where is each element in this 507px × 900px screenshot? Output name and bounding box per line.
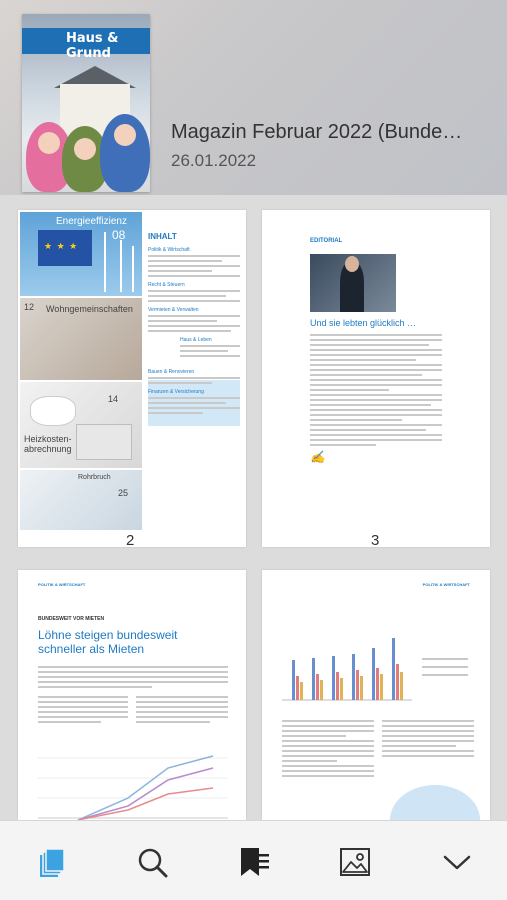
wind-turbine: [120, 240, 122, 292]
article-kicker: BUNDESWEIT VOR MIETEN: [38, 616, 105, 622]
text-lines: [180, 345, 240, 357]
tile-label: Heizkosten- abrechnung: [24, 434, 72, 454]
editorial-headline: Und sie lebten glücklich …: [310, 318, 417, 328]
text-lines: [148, 290, 240, 302]
collapse-button[interactable]: [440, 845, 474, 879]
bar-chart-preview: [282, 630, 472, 710]
calculator: [76, 424, 132, 460]
section-label: POLITIK & WIRTSCHAFT: [38, 582, 86, 587]
toc-tile-image: [20, 212, 142, 296]
tile-label: Rohrbruch: [78, 474, 111, 481]
cover-brand: Haus & Grund: [66, 31, 119, 61]
toc-section: Recht & Steuern: [148, 282, 185, 288]
toc-tile-image: [20, 382, 142, 468]
line-chart-preview: [38, 738, 228, 820]
signature-icon: ✍: [310, 450, 325, 464]
section-label: POLITIK & WIRTSCHAFT: [422, 582, 470, 587]
tile-page: 25: [118, 488, 129, 498]
wind-turbine: [132, 246, 134, 292]
toc-title: INHALT: [148, 232, 177, 241]
search-button[interactable]: [135, 845, 169, 879]
tile-label: Wohngemeinschaften: [46, 304, 133, 314]
wind-turbine: [104, 232, 106, 292]
issue-cover-image[interactable]: [22, 14, 150, 192]
table-of-contents: [148, 232, 240, 417]
bookmark-list-icon: [237, 845, 271, 879]
toc-section: Bauen & Renovieren: [148, 369, 195, 375]
text-lines: [38, 696, 128, 726]
text-lines: [148, 315, 240, 332]
eu-flag: [38, 230, 92, 266]
pages-icon: [36, 845, 70, 879]
chevron-down-icon: [440, 845, 474, 879]
tile-page: 08: [112, 228, 126, 242]
issue-title: Magazin Februar 2022 (Bunde…: [171, 121, 463, 143]
article-headline: Löhne steigen bundesweit schneller als Mieten: [38, 628, 178, 656]
text-lines: [136, 696, 228, 726]
page-thumbnail-grid[interactable]: [0, 195, 507, 820]
page-thumbnail-2[interactable]: [18, 210, 246, 547]
text-lines: [310, 334, 442, 449]
toc-tile-image: [20, 470, 142, 530]
editorial-photo: [310, 254, 396, 312]
images-button[interactable]: [338, 845, 372, 879]
tile-page: 14: [108, 394, 119, 404]
cover-face: [38, 132, 60, 154]
page-thumbnail-3[interactable]: [262, 210, 490, 547]
toc-tile-image: [20, 298, 142, 380]
text-lines: [148, 377, 240, 384]
issue-date: 26.01.2022: [171, 151, 257, 170]
toc-section: Politik & Wirtschaft: [148, 247, 190, 253]
toc-section: Haus & Leben: [180, 337, 212, 343]
text-lines: [148, 397, 240, 414]
thumbnails-button[interactable]: [36, 845, 70, 879]
text-lines: [382, 720, 474, 760]
cover-face: [114, 124, 136, 146]
text-lines: [38, 666, 228, 691]
info-bubble: [390, 785, 480, 820]
toc-section: Finanzen & Versicherung: [148, 389, 204, 395]
text-lines: [148, 255, 240, 277]
bookmarks-button[interactable]: [237, 845, 271, 879]
tile-label: Energieeffizienz: [56, 216, 127, 227]
page-thumbnail-5[interactable]: [262, 570, 490, 820]
bottom-toolbar: [0, 820, 507, 900]
search-icon: [135, 845, 169, 879]
toc-section: Vermieten & Verwalten: [148, 307, 199, 313]
cover-face: [74, 138, 96, 160]
person-head: [345, 256, 359, 272]
tile-page: 12: [24, 302, 35, 312]
page-number: 2: [126, 532, 135, 547]
page-number: 3: [371, 532, 380, 547]
text-lines: [282, 720, 374, 780]
image-icon: [338, 845, 372, 879]
section-label: EDITORIAL: [310, 238, 343, 244]
issue-header: [0, 0, 507, 195]
thermostat: [30, 396, 76, 426]
page-thumbnail-4[interactable]: [18, 570, 246, 820]
